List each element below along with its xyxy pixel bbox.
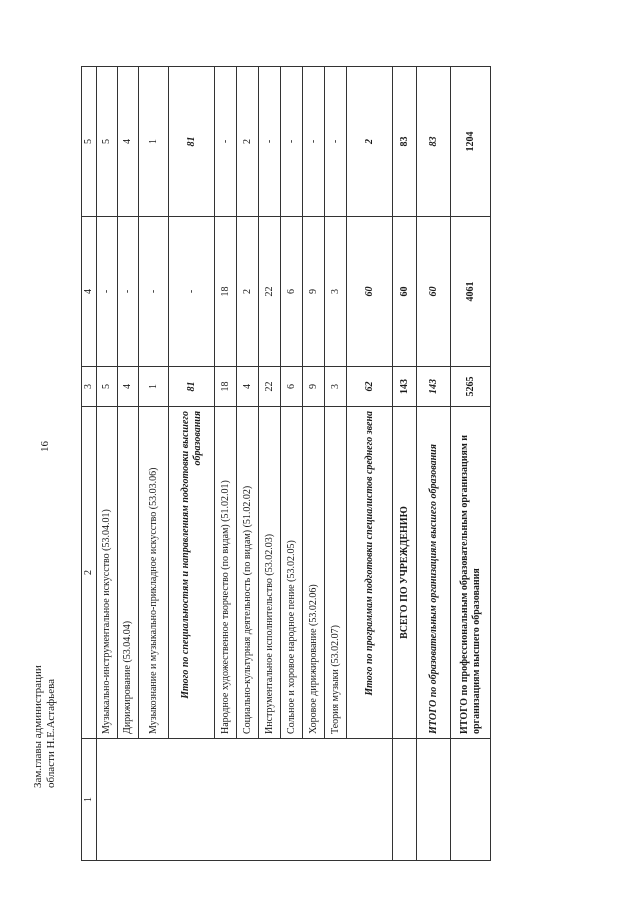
value-col3: 3: [325, 367, 347, 407]
value-col4: -: [139, 217, 169, 367]
value-col4: 9: [303, 217, 325, 367]
value-col5: -: [325, 67, 347, 217]
header-cell-2: 2: [82, 407, 97, 739]
value-col4: 3: [325, 217, 347, 367]
value-col3: 1: [139, 367, 169, 407]
program-name: Сольное и хоровое народное пение (53.02.05): [281, 407, 303, 739]
value-col3: 18: [215, 367, 237, 407]
program-name: Музыкально-инструментальное искусство (53.04.01): [97, 407, 118, 739]
program-name: Музыкознание и музыкально-прикладное искусство (53.03.06): [139, 407, 169, 739]
value-col5: -: [259, 67, 281, 217]
total-row: [393, 67, 417, 861]
value-col4: -: [97, 217, 118, 367]
header-cell-4: 4: [82, 217, 97, 367]
value-col4: 22: [259, 217, 281, 367]
value-col3: 143: [393, 367, 417, 407]
value-col3: 5265: [451, 367, 491, 407]
value-col5: -: [303, 67, 325, 217]
value-col5: 83: [417, 67, 451, 217]
value-col5: 2: [347, 67, 393, 217]
value-col5: -: [281, 67, 303, 217]
value-col3: 81: [169, 367, 215, 407]
value-col4: 4061: [451, 217, 491, 367]
program-name: Народное художественное творчество (по видам) (51.02.01): [215, 407, 237, 739]
value-col4: 60: [347, 217, 393, 367]
subtotal-label: Итого по программам подготовки специалистов среднего звена: [347, 407, 393, 739]
table-rotor: [81, 67, 482, 861]
value-col3: 62: [347, 367, 393, 407]
total-label: ВСЕГО ПО УЧРЕЖДЕНИЮ: [393, 407, 417, 739]
value-col5: 2: [237, 67, 259, 217]
value-col4: 60: [417, 217, 451, 367]
program-name: Социально-культурная деятельность (по видам) (51.02.02): [237, 407, 259, 739]
table-row: [97, 67, 118, 861]
group-cell: [97, 739, 393, 861]
grand-total-label: ИТОГО по образовательным организациям высшего образования: [417, 407, 451, 739]
value-col3: 6: [281, 367, 303, 407]
signature-name: области Н.Е.Астафьева: [45, 678, 57, 788]
program-name: Теория музыки (53.02.07): [325, 407, 347, 739]
header-cell-5: 5: [82, 67, 97, 217]
value-col3: 4: [237, 367, 259, 407]
value-col5: 4: [118, 67, 139, 217]
value-col5: 81: [169, 67, 215, 217]
signature-title: Зам.главы администрации: [32, 665, 44, 788]
value-col3: 4: [118, 367, 139, 407]
program-name: Дирижирование (53.04.04): [118, 407, 139, 739]
value-col5: 1204: [451, 67, 491, 217]
signature-block: [32, 658, 58, 788]
grand-total-row: [417, 67, 451, 861]
value-col5: 1: [139, 67, 169, 217]
value-col4: -: [169, 217, 215, 367]
value-col4: -: [118, 217, 139, 367]
group-cell: [393, 739, 417, 861]
value-col3: 22: [259, 367, 281, 407]
header-cell-1: 1: [82, 739, 97, 861]
value-col4: 18: [215, 217, 237, 367]
header-cell-3: 3: [82, 367, 97, 407]
table-wrap: [81, 67, 482, 861]
value-col3: 5: [97, 367, 118, 407]
value-col4: 60: [393, 217, 417, 367]
statistics-table: [81, 66, 491, 861]
table-header-row: [82, 67, 97, 861]
subtotal-label: Итого по специальностям и направлениям подготовки высшего образования: [169, 407, 215, 739]
grand-total-row: [451, 67, 491, 861]
value-col4: 6: [281, 217, 303, 367]
group-cell: [417, 739, 451, 861]
grand-total-label: ИТОГО по профессиональным образовательным организациям и организациям высшего образования: [451, 407, 491, 739]
program-name: Инструментальное исполнительство (53.02.03): [259, 407, 281, 739]
value-col5: 5: [97, 67, 118, 217]
value-col4: 2: [237, 217, 259, 367]
group-cell: [451, 739, 491, 861]
page-number: 16: [39, 441, 51, 452]
value-col3: 143: [417, 367, 451, 407]
program-name: Хоровое дирижирование (53.02.06): [303, 407, 325, 739]
value-col5: 83: [393, 67, 417, 217]
value-col3: 9: [303, 367, 325, 407]
value-col5: -: [215, 67, 237, 217]
